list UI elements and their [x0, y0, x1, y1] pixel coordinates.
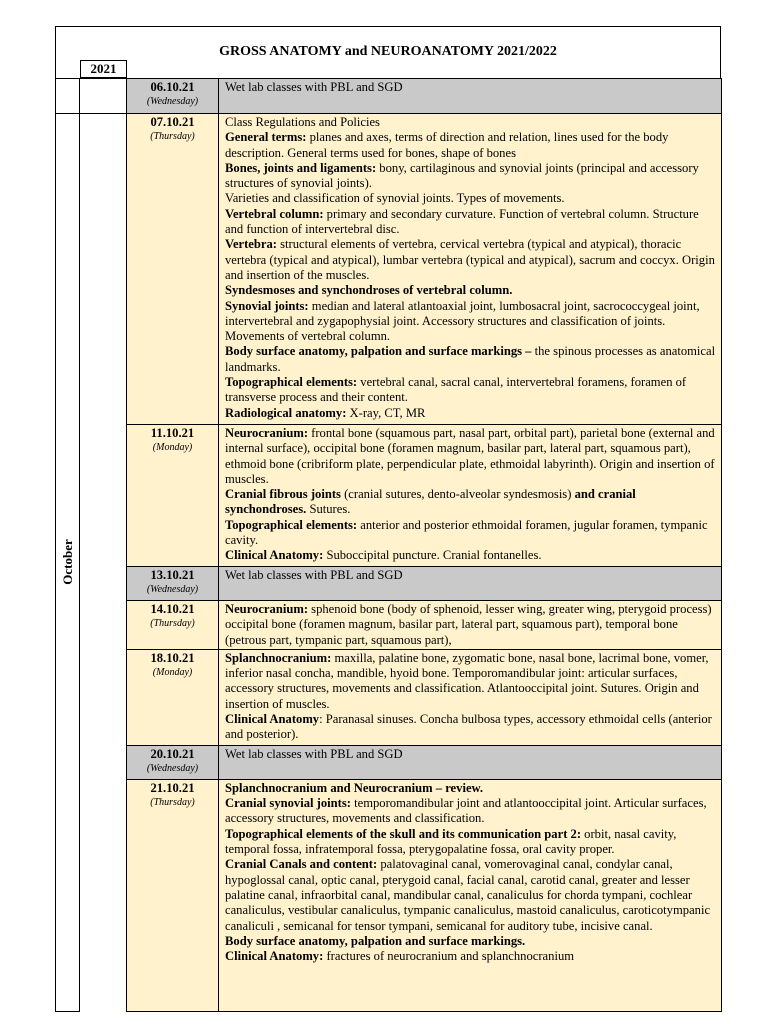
topic-text: Class Regulations and Policies [225, 115, 380, 129]
session-weekday: (Wednesday) [146, 584, 199, 595]
topic-text: : Paranasal sinuses. Concha bulbosa types, accessory ethmoidal cells (anterior and posterior). [225, 712, 712, 742]
topic-text: Wet lab classes with PBL and SGD [225, 80, 403, 94]
schedule-row [56, 601, 722, 650]
topic-heading: Cranial synovial joints: [225, 796, 351, 811]
topic-cell [219, 745, 722, 779]
topic-heading: Cranial Canals and content: [225, 857, 378, 872]
topic-cell [219, 779, 722, 1011]
date-cell [127, 601, 219, 650]
topic-text: palatovaginal canal, vomerovaginal canal, condylar canal, hypoglossal canal, optic canal, pterygoid canal, facial canal, carotid canal, greater and lesser palatine canal, infraorbital canal, mandibular canal, canaliculus for chorda tympani, cochlear canaliculus, vestibular canaliculus, tympanic canaliculus, mastoid canaliculus, caroticotympanic canaliculi , semicanal for tensor tympani, semicanal for auditory tube, incisive canal. [225, 857, 711, 933]
topic-line [225, 568, 717, 583]
topic-text: temporomandibular joint and atlantooccipital joint. Articular surfaces, accessory structures, movements and classification. [225, 796, 707, 826]
schedule-row [56, 567, 722, 601]
topic-line [225, 237, 717, 283]
topic-line [225, 406, 717, 421]
topic-heading: Clinical Anatomy: [225, 949, 324, 964]
session-date: 11.10.21 [150, 426, 195, 440]
topic-line [225, 344, 717, 375]
topic-heading: General terms: [225, 130, 307, 145]
schedule-row [56, 79, 722, 114]
topic-heading: Cranial fibrous joints [225, 487, 341, 502]
session-date: 14.10.21 [150, 602, 195, 616]
session-date: 20.10.21 [150, 746, 195, 761]
topic-line [225, 518, 717, 549]
topic-heading: Radiological anatomy: [225, 405, 347, 420]
topic-heading: Clinical Anatomy: [225, 548, 324, 563]
topic-heading: Syndesmoses and synchondroses of vertebral column. [225, 283, 513, 298]
schedule-row [56, 779, 722, 1011]
session-weekday: (Monday) [152, 666, 193, 678]
topic-text: maxilla, palatine bone, zygomatic bone, nasal bone, lacrimal bone, vomer, inferior nasal concha, mandible, hyoid bone. Temporomandibular joint: articular surfaces, accessory structures, movements and classification. Atlantooccipital joint. Sutures. Origin and insertion of muscles. [225, 650, 709, 711]
topic-text: Varieties and classification of synovial joints. Types of movements. [225, 191, 565, 206]
topic-heading: Splanchnocranium: [225, 650, 332, 665]
session-weekday: (Thursday) [150, 618, 195, 629]
topic-line [225, 299, 717, 345]
topic-line [225, 949, 717, 964]
month-label: October [59, 539, 75, 586]
topic-text: Wet lab classes with PBL and SGD [225, 568, 403, 582]
topic-heading: Neurocranium: [225, 602, 309, 616]
topic-text: orbit, nasal cavity, temporal fossa, infratemporal fossa, pterygopalatine fossa, oral cavity proper. [225, 826, 677, 857]
topic-line [225, 191, 717, 206]
topic-heading: Neurocranium: [225, 426, 309, 440]
date-cell [127, 79, 219, 114]
topic-heading: Splanchnocranium and Neurocranium – review. [225, 780, 484, 795]
month-cell-empty [56, 79, 80, 114]
topic-text: sphenoid bone (body of sphenoid, lesser wing, greater wing, pterygoid process) occipital bone (foramen magnum, basilar part, lateral part, squamous part), temporal bone (petrous part, tympanic part, squamous part), [225, 602, 712, 647]
schedule-row [56, 745, 722, 779]
date-cell [127, 779, 219, 1011]
topic-text: (cranial sutures, dento-alveolar syndesmosis) [340, 487, 575, 502]
topic-line [225, 80, 717, 95]
topic-heading: Synovial joints: [225, 298, 309, 313]
topic-text: planes and axes, terms of direction and relation, lines used for the body description. General terms used for bones, shape of bones [225, 130, 669, 160]
session-date: 18.10.21 [150, 650, 195, 665]
topic-text: median and lateral atlantoaxial joint, lumbosacral joint, sacrococcygeal joint, intervertebral and zygapophysial joint. Accessory structures and classification of joints. Movements of vertebral column. [225, 298, 700, 344]
topic-heading: Topographical elements: [225, 375, 358, 390]
date-cell [127, 649, 219, 745]
topic-text: Suboccipital puncture. Cranial fontanelles. [323, 548, 542, 563]
topic-line [225, 283, 717, 298]
topic-text: the spinous processes as anatomical landmarks. [225, 344, 716, 374]
topic-text: anterior and posterior ethmoidal foramen, jugular foramen, tympanic cavity. [225, 517, 708, 548]
schedule-table [55, 78, 722, 1012]
date-cell [127, 425, 219, 567]
session-weekday: (Wednesday) [146, 96, 199, 107]
topic-line [225, 934, 717, 949]
topic-cell [219, 79, 722, 114]
topic-line [225, 712, 717, 743]
topic-line [225, 747, 717, 762]
topic-line [225, 857, 717, 933]
topic-text: vertebral canal, sacral canal, intervertebral foramens, foramen of transverse process and their content. [225, 375, 687, 405]
topic-heading: Vertebra: [225, 237, 277, 252]
topic-line [225, 130, 717, 161]
topic-line [225, 161, 717, 192]
topic-line [225, 602, 717, 648]
session-weekday: (Thursday) [150, 796, 195, 808]
session-weekday: (Monday) [152, 442, 193, 453]
topic-line [225, 487, 717, 518]
topic-line [225, 426, 717, 487]
topic-line [225, 375, 717, 406]
topic-cell [219, 601, 722, 650]
document-header [55, 26, 721, 78]
topic-cell [219, 567, 722, 601]
session-date: 07.10.21 [150, 115, 195, 129]
session-weekday: (Wednesday) [146, 762, 199, 774]
topic-text: Sutures. [306, 502, 351, 517]
topic-cell [219, 114, 722, 425]
session-date: 13.10.21 [150, 568, 195, 582]
topic-line [225, 827, 717, 858]
topic-text: X-ray, CT, MR [346, 405, 426, 420]
topic-line [225, 548, 717, 563]
topic-heading: Vertebral column: [225, 206, 324, 221]
topic-heading: Topographical elements of the skull and its communication part 2: [225, 826, 582, 841]
topic-heading: Bones, joints and ligaments: [225, 160, 377, 175]
topic-line [225, 115, 717, 130]
topic-text: Wet lab classes with PBL and SGD [225, 746, 403, 761]
session-date: 21.10.21 [150, 780, 195, 795]
topic-text: bony, cartilaginous and synovial joints (principal and accessory structures of synovial joints). [225, 160, 699, 191]
month-cell [56, 114, 80, 1012]
topic-heading: Body surface anatomy, palpation and surface markings. [225, 933, 526, 948]
schedule-row [56, 114, 722, 425]
topic-text: structural elements of vertebra, cervical vertebra (typical and atypical), thoracic vertebra (typical and atypical), lumbar vertebra (typical and atypical), sacrum and coccyx. Origin and insertion of the muscles. [225, 237, 715, 282]
topic-line [225, 781, 717, 796]
date-cell [127, 114, 219, 425]
spacer-cell [80, 114, 127, 1012]
session-date: 06.10.21 [150, 80, 195, 94]
topic-heading: and cranial synchondroses. [225, 487, 636, 517]
date-cell [127, 745, 219, 779]
year-gap-cell [80, 79, 127, 114]
session-weekday: (Thursday) [150, 131, 195, 142]
document-title: GROSS ANATOMY and NEUROANATOMY 2021/2022 [219, 44, 557, 59]
schedule-row [56, 649, 722, 745]
topic-line [225, 796, 717, 827]
topic-line [225, 207, 717, 238]
topic-line [225, 651, 717, 712]
topic-cell [219, 649, 722, 745]
topic-text: frontal bone (squamous part, nasal part, orbital part), parietal bone (external and internal surface), occipital bone (foramen magnum, basilar part, lateral part, squamous part), ethmoid bone (cribriform plate, perpendicular plate, ethmoidal labyrinth). Origin and insertion of muscles. [225, 426, 715, 486]
topic-heading: Clinical Anatomy [225, 712, 320, 727]
topic-text: primary and secondary curvature. Function of vertebral column. Structure and function of intervertebral disc. [225, 206, 699, 237]
topic-text: fractures of neurocranium and splanchnocranium [323, 949, 575, 964]
year-cell: 2021 [80, 60, 127, 78]
date-cell [127, 567, 219, 601]
schedule-row [56, 425, 722, 567]
topic-cell [219, 425, 722, 567]
topic-heading: Topographical elements: [225, 517, 358, 532]
topic-heading: Body surface anatomy, palpation and surface markings – [225, 344, 532, 359]
